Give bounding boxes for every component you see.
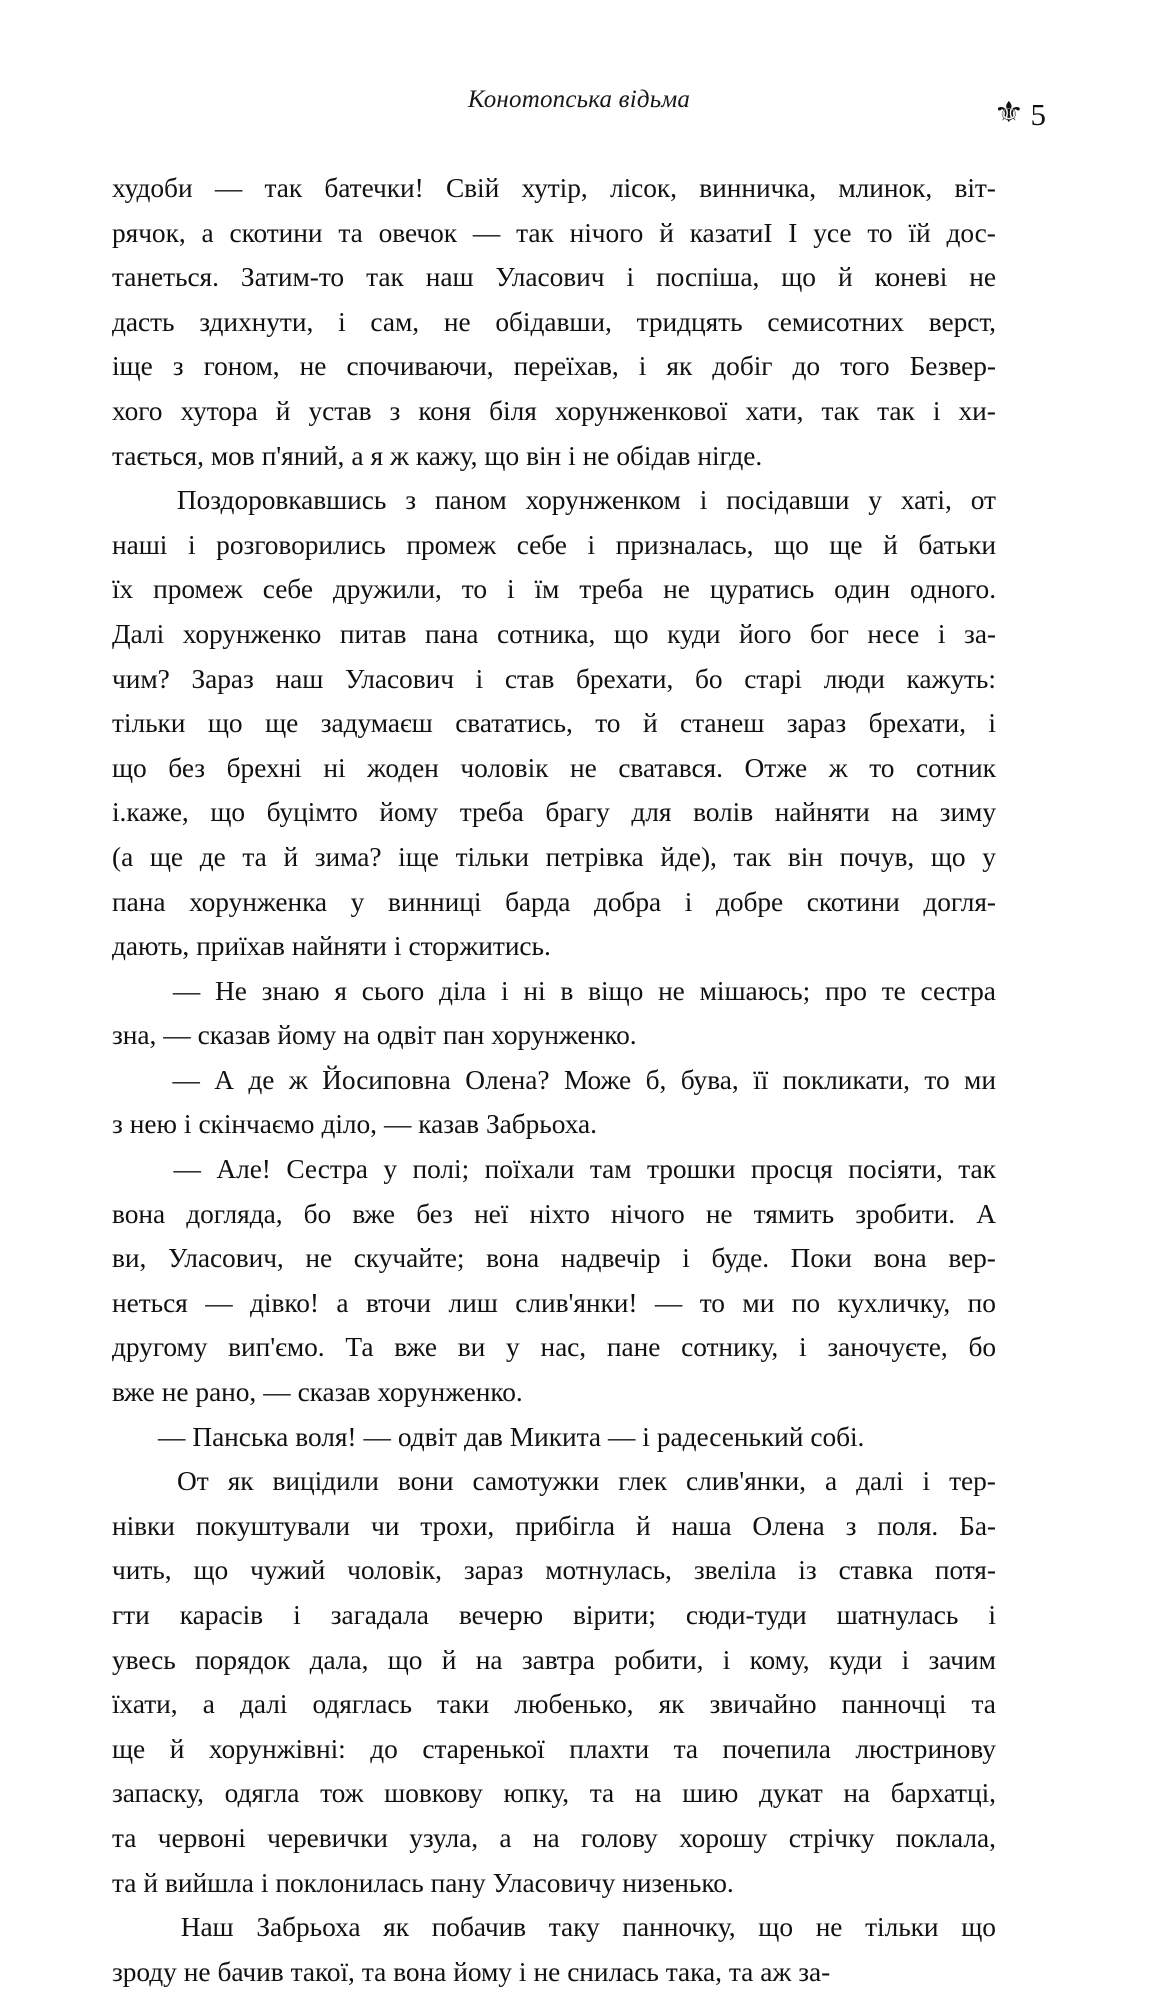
text-line: і.каже, що буцімто йому треба брагу для волів найняти на зиму <box>112 797 996 828</box>
text-line: — А де ж Йосиповна Олена? Може б, бува, її покликати, то ми <box>112 1058 996 1103</box>
text-line: їхати, а далі одяглась таки любенько, як звичайно панночці та <box>112 1689 996 1720</box>
paragraph-indent <box>112 478 158 523</box>
text-line: хого хутора й устав з коня біля хорунженкової хати, так так і хи- <box>112 395 996 426</box>
text-line: запаску, одягла тож шовкову юпку, та на шию дукат на бархатці, <box>112 1778 996 1809</box>
text-line: (а ще де та й зима? іще тільки петрівка йде), так він почув, що у <box>112 841 996 872</box>
text-line: Наш Забрьоха як побачив таку панночку, що не тільки що <box>112 1905 996 1950</box>
paragraph <box>112 1415 996 1460</box>
text-line: вона догляда, бо вже без неї ніхто нічого не тямить зробити. А <box>112 1198 996 1229</box>
text-line: — Не знаю я сього діла і ні в віщо не мішаюсь; про те сестра <box>112 969 996 1014</box>
text-line: увесь порядок дала, що й на завтра робити, і кому, куди і зачим <box>112 1644 996 1675</box>
text-line: з нею і скінчаємо діло, — казав Забрьоха. <box>112 1109 597 1140</box>
paragraph <box>112 969 996 1058</box>
paragraph <box>112 166 996 478</box>
paragraph <box>112 1147 996 1415</box>
paragraph <box>112 1058 996 1147</box>
text-line: дають, приїхав найняти і сторжитись. <box>112 931 551 962</box>
text-line: та червоні черевички узула, а на голову хорошу стрічку поклала, <box>112 1822 996 1853</box>
text-line: худоби — так батечки! Свій хутір, лісок, винничка, млинок, віт- <box>112 173 996 203</box>
text-line: пана хорунженка у винниці барда добра і добре скотини догля- <box>112 886 996 917</box>
text-line: наші і розговорились промеж себе і призналась, що ще й батьки <box>112 529 996 560</box>
paragraph <box>112 478 996 969</box>
paragraph-indent <box>112 969 158 1014</box>
paragraph-indent <box>112 1147 158 1192</box>
text-line: що без брехні ні жоден чоловік не сватався. Отже ж то сотник <box>112 752 996 783</box>
text-line: ще й хорунжівні: до старенької плахти та почепила люстринову <box>112 1733 996 1764</box>
text-line: — Панська воля! — одвіт дав Микита — і радесенький собі. <box>158 1421 865 1452</box>
text-line: рячок, а скотини та овечок — так нічого й казатиI I усе то їй дос- <box>112 217 996 248</box>
text-line: тається, мов п'яний, а я ж кажу, що він і не обідав нігде. <box>112 440 763 471</box>
text-line: другому вип'ємо. Та вже ви у нас, пане сотнику, і заночуєте, бо <box>112 1332 996 1363</box>
text-line: чить, що чужий чоловік, зараз мотнулась, звеліла із ставка потя- <box>112 1555 996 1586</box>
body-text-block <box>112 166 996 1994</box>
text-line: та й вийшла і поклонилась пану Уласовичу низенько. <box>112 1867 734 1898</box>
text-line: дасть здихнути, і сам, не обідавши, тридцять семисотних верст, <box>112 306 996 337</box>
paragraph-indent <box>112 1905 158 1950</box>
flourish-ornament-icon: ⚜ <box>993 95 1024 129</box>
text-line: нівки покуштували чи трохи, прибігла й наша Олена з поля. Ба- <box>112 1510 996 1541</box>
running-head-title: Конотопська відьма <box>467 86 691 113</box>
text-line: От як вицідили вони самотужки глек слив'янки, а далі і тер- <box>112 1459 996 1504</box>
paragraph <box>112 1905 996 1994</box>
text-line: чим? Зараз наш Уласович і став брехати, бо старі люди кажуть: <box>112 663 996 694</box>
text-line: неться — дівко! а вточи лиш слив'янки! — то ми по кухличку, по <box>112 1287 996 1318</box>
text-line: тільки що ще задумаєш свататись, то й станеш зараз брехати, і <box>112 708 996 739</box>
text-line: танеться. Затим-то так наш Уласович і поспіша, що й коневі не <box>112 262 996 293</box>
text-line: вже не рано, — сказав хорунженко. <box>112 1377 523 1408</box>
text-line: їх промеж себе дружили, то і їм треба не цуратись один одного. <box>112 574 996 605</box>
text-line: зна, — сказав йому на одвіт пан хорунженко. <box>112 1020 637 1051</box>
text-line: Далі хорунженко питав пана сотника, що куди його бог несе і за- <box>112 618 996 649</box>
paragraph-indent <box>112 1058 158 1103</box>
text-line: зроду не бачив такої, та вона йому і не снилась така, та аж за- <box>112 1956 831 1987</box>
paragraph-indent <box>112 1459 158 1504</box>
text-line: іще з гоном, не спочиваючи, переїхав, і як добіг до того Безвер- <box>112 351 996 382</box>
folio <box>993 95 1047 132</box>
paragraph <box>112 1459 996 1905</box>
text-line: Поздоровкавшись з паном хорунженком і посідавши у хаті, от <box>112 478 996 523</box>
text-line: ви, Уласович, не скучайте; вона надвечір і буде. Поки вона вер- <box>112 1243 996 1274</box>
running-head <box>112 86 1046 130</box>
text-line: — Але! Сестра у полі; поїхали там трошки просця посіяти, так <box>112 1147 996 1192</box>
page-number: 5 <box>1030 97 1046 132</box>
text-line: гти карасів і загадала вечерю вірити; сюди-туди шатнулась і <box>112 1600 996 1630</box>
